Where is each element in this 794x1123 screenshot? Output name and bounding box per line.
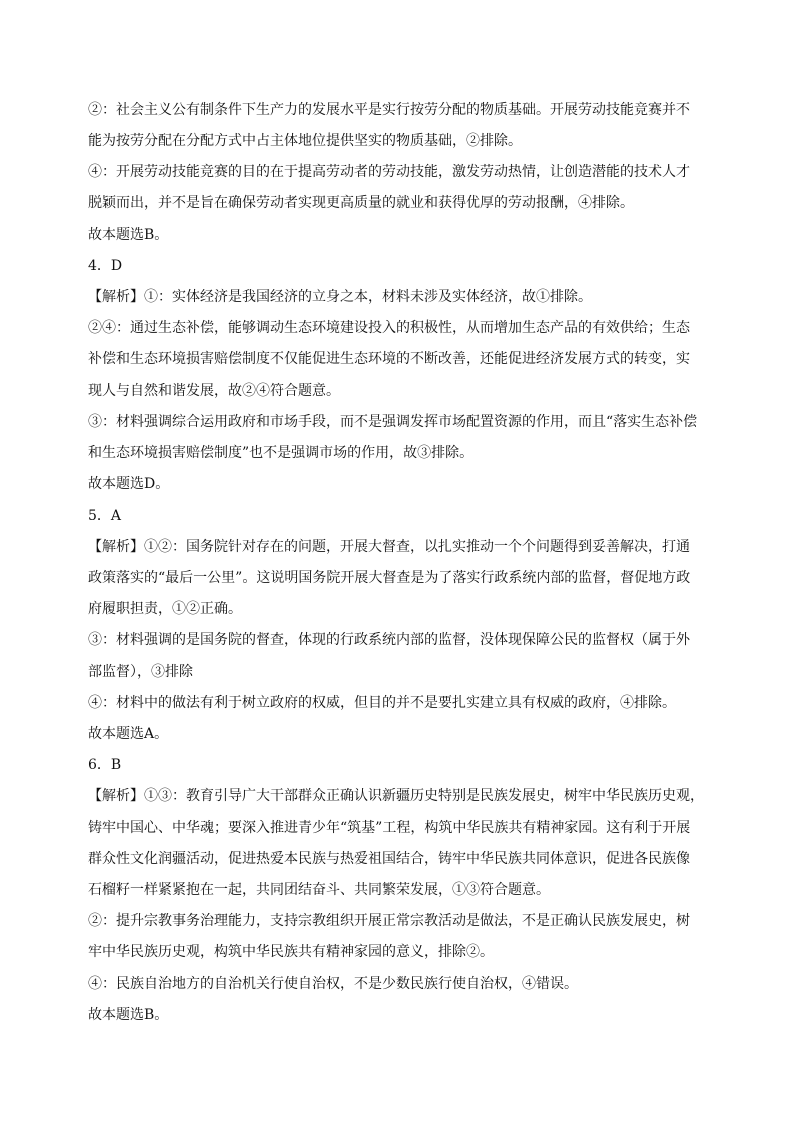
text-line: 脱颖而出，并不是旨在确保劳动者实现更高质量的就业和获得优厚的劳动报酬，④排除。 [88, 195, 634, 211]
text-line: 府履职担责，①②正确。 [88, 601, 242, 617]
text-line: 【解析】①②：国务院针对存在的问题，开展大督查，以扎实推动一个个问题得到妥善解决，打通 [88, 539, 690, 555]
text-line: 石榴籽一样紧紧抱在一起，共同团结奋斗、共同繁荣发展，①③符合题意。 [88, 882, 550, 898]
text-line: 6．B [88, 757, 122, 773]
text-line: 故本题选B。 [88, 1007, 169, 1023]
text-line: ③：材料强调综合运用政府和市场手段，而不是强调发挥市场配置资源的作用，而且“落实生态补偿 [88, 414, 698, 430]
text-line: 铸牢中国心、中华魂；要深入推进青少年“筑基”工程，构筑中华民族共有精神家园。这有利于开展 [88, 820, 691, 836]
text-line: ④：民族自治地方的自治机关行使自治权，不是少数民族行使自治权，④错误。 [88, 976, 578, 992]
text-line: 政策落实的“最后一公里”。这说明国务院开展大督查是为了落实行政系统内部的监督，督促地方政 [88, 570, 691, 586]
text-line: 故本题选B。 [88, 227, 169, 243]
text-line: ④：开展劳动技能竞赛的目的在于提高劳动者的劳动技能，激发劳动热情，让创造潜能的技术人才 [88, 164, 690, 180]
text-line: 牢中华民族历史观，构筑中华民族共有精神家园的意义，排除②。 [88, 944, 494, 960]
text-line: 【解析】①：实体经济是我国经济的立身之本，材料未涉及实体经济，故①排除。 [88, 289, 592, 305]
text-line: 故本题选D。 [88, 476, 170, 492]
text-line: 能为按劳分配在分配方式中占主体地位提供坚实的物质基础，②排除。 [88, 133, 522, 149]
text-line: 和生态环境损害赔偿制度”也不是强调市场的作用，故③排除。 [88, 445, 474, 461]
text-line: 现人与自然和谐发展，故②④符合题意。 [88, 383, 340, 399]
text-line: 群众性文化润疆活动，促进热爱本民族与热爱祖国结合，铸牢中华民族共同体意识，促进各民族像 [88, 851, 690, 867]
text-line: 部监督），③排除 [88, 664, 193, 680]
text-line: ③：材料强调的是国务院的督查，体现的行政系统内部的监督，没体现保障公民的监督权（属于外 [88, 632, 690, 648]
text-line: ②：提升宗教事务治理能力，支持宗教组织开展正常宗教活动是做法，不是正确认民族发展史，树 [88, 913, 690, 929]
text-line: ②：社会主义公有制条件下生产力的发展水平是实行按劳分配的物质基础。开展劳动技能竞赛并不 [88, 102, 690, 118]
text-line: 5．A [88, 508, 122, 524]
text-line: ④：材料中的做法有利于树立政府的权威，但目的并不是要扎实建立具有权威的政府，④排除。 [88, 695, 676, 711]
text-line: 补偿和生态环境损害赔偿制度不仅能促进生态环境的不断改善，还能促进经济发展方式的转变，实 [88, 351, 690, 367]
text-line: 4．D [88, 258, 123, 274]
text-line: 故本题选A。 [88, 726, 169, 742]
text-line: ②④：通过生态补偿，能够调动生态环境建设投入的积极性，从而增加生态产品的有效供给；生态 [88, 320, 690, 336]
text-line: 【解析】①③：教育引导广大干部群众正确认识新疆历史特别是民族发展史，树牢中华民族历史观， [88, 788, 704, 804]
